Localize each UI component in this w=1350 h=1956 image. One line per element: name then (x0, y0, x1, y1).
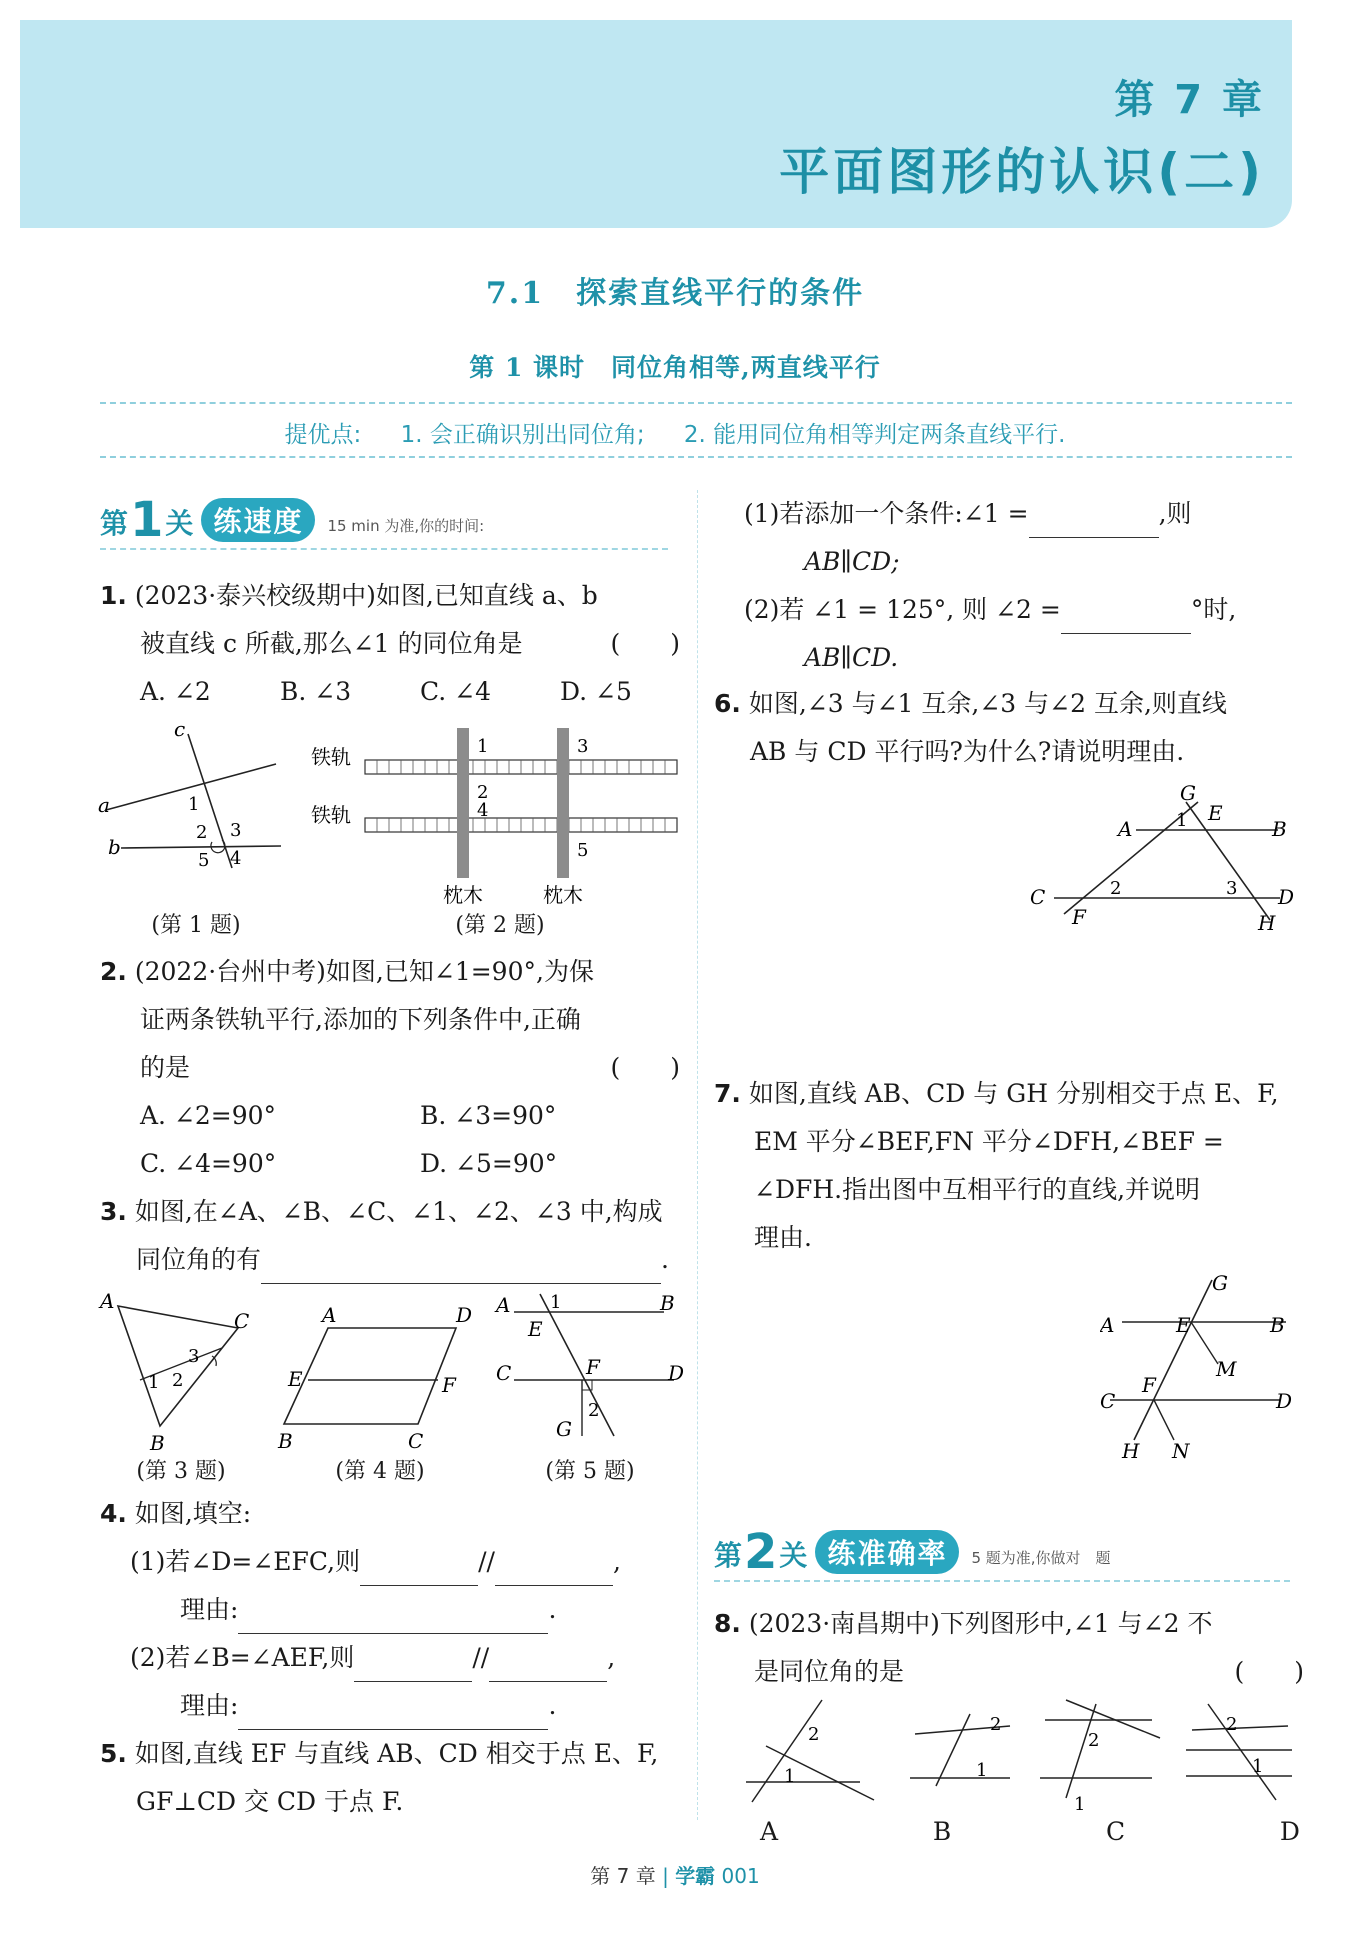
svg-text:E: E (528, 1317, 543, 1341)
q4-1-blank-b[interactable] (495, 1555, 613, 1586)
caption-q4: (第 4 题) (335, 1459, 425, 1484)
svg-text:D: D (456, 1303, 473, 1327)
q8-option-d[interactable]: D (1279, 1817, 1300, 1846)
lesson-title: 第 1 课时 同位角相等,两直线平行 (469, 353, 881, 382)
svg-text:2: 2 (588, 1400, 600, 1421)
question-5: 5. 如图,直线 EF 与直线 AB、CD 相交于点 E、F, GF⊥CD 交 CD 于点 F. (100, 1739, 659, 1816)
tips-bottom-divider (100, 456, 1292, 458)
svg-text:2: 2 (1088, 1730, 1100, 1751)
svg-text:铁轨: 铁轨 (311, 803, 351, 827)
svg-text:F: F (442, 1373, 456, 1397)
q4-2-blank-b[interactable] (489, 1651, 607, 1682)
svg-text:1: 1 (1074, 1794, 1086, 1815)
tips-line (0, 416, 1350, 449)
svg-text:枕木: 枕木 (443, 883, 483, 907)
svg-text:4: 4 (230, 848, 242, 869)
svg-text:F: F (1072, 905, 1086, 929)
chapter-number: 第 7 章 (1114, 77, 1265, 123)
tips-item-2: 2. 能用同位角相等判定两条直线平行. (683, 422, 1066, 448)
svg-text:2: 2 (1110, 878, 1122, 899)
svg-text:3: 3 (577, 736, 589, 757)
svg-text:M: M (1216, 1357, 1237, 1381)
figure-q4 (270, 1300, 480, 1450)
level-2-pill: 练准确率 (815, 1530, 959, 1574)
column-divider (697, 490, 698, 1820)
svg-text:H: H (1122, 1439, 1140, 1460)
svg-text:D: D (668, 1361, 685, 1385)
svg-text:3: 3 (1226, 878, 1238, 899)
svg-text:枕木: 枕木 (543, 883, 583, 907)
level-1-header: 第 1 关 练速度 15 min 为准,你的时间: (100, 492, 485, 548)
tips-item-1: 1. 会正确识别出同位角; (400, 422, 645, 448)
level-2-note: 5 题为准,你做对 题 (971, 1549, 1111, 1567)
svg-text:A: A (322, 1303, 337, 1327)
svg-text:D: D (1276, 1389, 1293, 1413)
q4-2-blank-a[interactable] (354, 1651, 472, 1682)
svg-text:1: 1 (1252, 1756, 1264, 1777)
svg-text:c: c (174, 718, 186, 741)
svg-text:F: F (586, 1355, 600, 1379)
svg-text:E: E (1176, 1313, 1191, 1337)
svg-text:N: N (1172, 1439, 1190, 1460)
svg-text:A: A (496, 1293, 511, 1317)
footer-separator: | (662, 1864, 669, 1888)
q4-1-blank-a[interactable] (360, 1555, 478, 1586)
svg-text:E: E (1208, 801, 1223, 825)
page-number: 001 (721, 1864, 760, 1888)
level-2-header: 第 2 关 练准确率 5 题为准,你做对 题 (714, 1524, 1111, 1580)
level-1-note: 15 min 为准,你的时间: (327, 517, 485, 535)
svg-text:5: 5 (577, 840, 589, 861)
q8-option-a[interactable]: A (760, 1817, 779, 1846)
svg-text:G: G (1180, 781, 1196, 805)
svg-text:2: 2 (1226, 1714, 1238, 1735)
svg-text:D: D (1278, 885, 1295, 909)
level-1-pill: 练速度 (201, 498, 315, 542)
footer-brand: 学霸 (675, 1864, 716, 1888)
svg-text:1: 1 (477, 736, 489, 757)
question-4: 4. 如图,填空: (1)若∠D=∠EFC,则 // , 理由: . (2)若∠B=∠AEF,则 // , 理由: . (100, 1490, 680, 1730)
q5-1-blank[interactable] (1029, 507, 1159, 538)
svg-text:1: 1 (976, 1760, 988, 1781)
svg-text:3: 3 (188, 1346, 200, 1367)
svg-text:A: A (1118, 817, 1133, 841)
q8-option-b[interactable]: B (932, 1817, 952, 1846)
svg-text:1: 1 (1176, 810, 1188, 831)
question-6: 6. 如图,∠3 与∠1 互余,∠3 与∠2 互余,则直线 AB 与 CD 平行吗?为什么?请说明理由. (714, 689, 1227, 766)
figure-q7 (1100, 1270, 1300, 1460)
svg-text:5: 5 (198, 850, 210, 871)
q8-options (760, 1808, 1300, 1856)
question-3: 3. 如图,在∠A、∠B、∠C、∠1、∠2、∠3 中,构成 同位角的有 . (100, 1188, 680, 1284)
svg-text:b: b (108, 835, 121, 859)
section-title: 7.1 探索直线平行的条件 (485, 276, 865, 311)
q8-option-c[interactable]: C (1106, 1817, 1126, 1846)
q4-2-reason-blank[interactable] (238, 1699, 548, 1730)
svg-text:C: C (1100, 1389, 1116, 1413)
svg-text:B: B (278, 1429, 293, 1450)
svg-text:4: 4 (477, 800, 489, 821)
figure-q2 (305, 718, 690, 908)
question-7: 7. 如图,直线 AB、CD 与 GH 分别相交于点 E、F, EM 平分∠BEF,FN 平分∠DFH,∠BEF = ∠DFH.指出图中互相平行的直线,并说明 理由. (714, 1079, 1279, 1252)
svg-text:C: C (408, 1429, 424, 1450)
svg-text:2: 2 (172, 1370, 184, 1391)
question-2: 2. (2022·台州中考)如图,已知∠1=90°,为保 证两条铁轨平行,添加的下列条件中,正确 的是 ( ) A. ∠2=90° B. ∠3=90° C. ∠4=90° D. ∠5=90° (100, 957, 680, 1178)
figure-q6 (1030, 780, 1300, 940)
svg-text:F: F (1142, 1373, 1156, 1397)
svg-text:C: C (496, 1361, 512, 1385)
level-1-underline (100, 548, 668, 550)
svg-text:3: 3 (230, 820, 242, 841)
svg-text:2: 2 (990, 1714, 1002, 1735)
svg-text:A: A (1100, 1313, 1115, 1337)
q5-2-blank[interactable] (1061, 603, 1191, 634)
level-2-underline (714, 1580, 1290, 1582)
svg-text:G: G (1212, 1271, 1228, 1295)
svg-text:2: 2 (196, 822, 208, 843)
caption-q3: (第 3 题) (136, 1459, 226, 1484)
caption-q2: (第 2 题) (455, 913, 545, 938)
svg-text:1: 1 (188, 794, 200, 815)
figure-q5 (494, 1286, 689, 1446)
svg-text:B: B (660, 1291, 675, 1315)
footer-chapter: 第 7 章 (590, 1864, 656, 1888)
svg-text:1: 1 (550, 1292, 562, 1313)
svg-text:B: B (150, 1431, 165, 1450)
caption-q1: (第 1 题) (151, 913, 241, 938)
svg-text:G: G (556, 1417, 572, 1441)
figure-q3 (96, 1290, 266, 1450)
q3-blank[interactable] (261, 1253, 661, 1284)
svg-text:C: C (234, 1309, 250, 1333)
svg-text:B: B (1272, 817, 1287, 841)
svg-text:铁轨: 铁轨 (311, 745, 351, 769)
svg-text:a: a (98, 793, 110, 817)
svg-text:B: B (1270, 1313, 1285, 1337)
question-1: 1. (2023·泰兴校级期中)如图,已知直线 a、b 被直线 c 所截,那么∠1 的同位角是 ( ) A. ∠2 B. ∠3 C. ∠4 D. ∠5 (100, 581, 680, 706)
page-footer (0, 1860, 1350, 1889)
tips-top-divider (100, 402, 1292, 404)
svg-text:1: 1 (784, 1766, 796, 1787)
caption-q5: (第 5 题) (545, 1459, 635, 1484)
question-8: 8. (2023·南昌期中)下列图形中,∠1 与∠2 不 是同位角的是 ( ) (714, 1609, 1304, 1686)
tips-prefix: 提优点: (284, 422, 362, 448)
svg-text:C: C (1030, 885, 1046, 909)
q4-1-reason-blank[interactable] (238, 1603, 548, 1634)
svg-text:A: A (100, 1290, 115, 1313)
svg-text:E: E (288, 1367, 303, 1391)
question-5-parts: (1)若添加一个条件:∠1 = ,则 AB∥CD; (2)若 ∠1 = 125°, 则 ∠2 = °时, AB∥CD. (744, 499, 1237, 672)
svg-text:2: 2 (477, 782, 489, 803)
svg-text:2: 2 (808, 1724, 820, 1745)
svg-text:1: 1 (148, 1372, 160, 1393)
figure-q1 (96, 718, 296, 878)
chapter-title: 平面图形的认识(二) (779, 143, 1265, 201)
svg-text:H: H (1258, 911, 1276, 935)
